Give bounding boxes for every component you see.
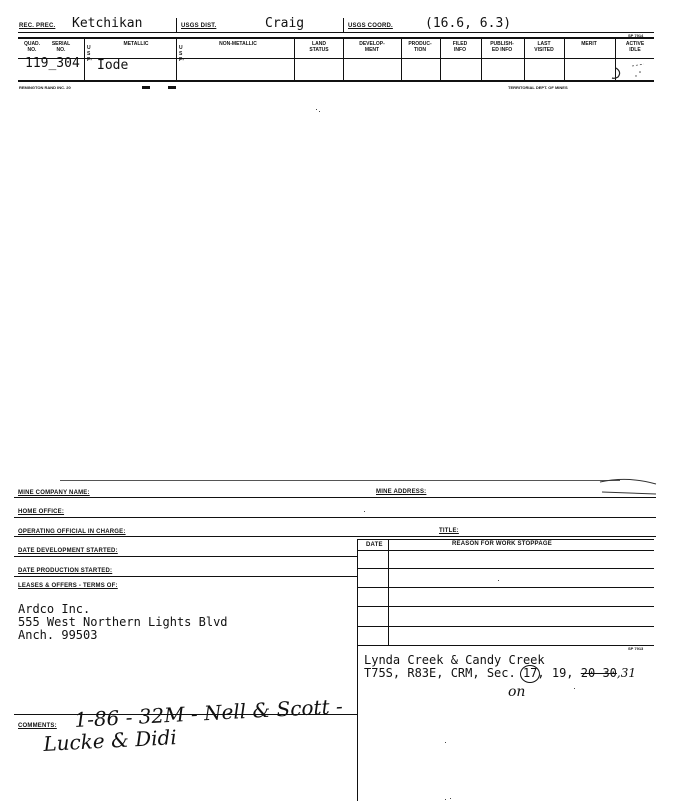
col-metallic: METALLIC	[123, 41, 149, 47]
reason-label: REASON FOR WORK STOPPAGE	[452, 541, 552, 547]
quad-serial-value: 119_304	[25, 56, 80, 71]
title-label: TITLE:	[439, 528, 459, 534]
col-serial-no: SERIAL NO.	[51, 41, 71, 53]
rec-prec-value: Ketchikan	[72, 16, 143, 31]
lessee-line-3: Anch. 99503	[18, 628, 98, 642]
speck	[445, 742, 446, 743]
rule	[18, 80, 654, 82]
handwritten-mark	[610, 60, 650, 82]
col-merit: MERIT	[581, 41, 597, 47]
handwritten-note: on	[508, 684, 526, 700]
col-last-visited: LAST VISITED	[534, 41, 554, 53]
metallic-value: Iode	[97, 58, 129, 73]
col-production: PRODUC- TION	[408, 41, 432, 53]
rule	[357, 587, 654, 588]
usgs-coord-label: USGS COORD.	[348, 23, 393, 29]
mine-address-label: MINE ADDRESS:	[376, 489, 427, 495]
col-non-metallic: NON-METALLIC	[219, 41, 257, 47]
divider	[176, 38, 177, 80]
printed-block	[142, 86, 150, 89]
usp-letters: U S P-	[87, 45, 92, 63]
speck	[316, 109, 317, 110]
rule	[357, 645, 654, 646]
form-number: SP 7914	[628, 33, 644, 38]
date-development-started-label: DATE DEVELOPMENT STARTED:	[18, 548, 118, 554]
speck	[450, 798, 451, 799]
printed-block	[168, 86, 176, 89]
lessee-line-2: 555 West Northern Lights Blvd	[18, 615, 228, 629]
rec-prec-label: REC. PREC.	[19, 23, 56, 29]
home-office-label: HOME OFFICE:	[18, 509, 65, 515]
rule	[14, 497, 656, 498]
col-land-status: LAND STATUS	[309, 41, 329, 53]
divider	[343, 18, 344, 32]
usgs-coord-value: (16.6, 6.3)	[425, 16, 512, 31]
card-corner	[598, 474, 658, 496]
comments-handwriting-2: Lucke & Didi	[42, 725, 178, 756]
col-filed-info: FILED INFO	[452, 41, 468, 53]
divider	[357, 539, 358, 801]
col-active-idle: ACTIVE IDLE	[625, 41, 645, 53]
usgs-dist-label: USGS DIST.	[181, 23, 217, 29]
operating-official-label: OPERATING OFFICIAL IN CHARGE:	[18, 529, 126, 535]
speck	[319, 111, 320, 112]
rule	[357, 550, 654, 551]
date-production-started-label: DATE PRODUCTION STARTED:	[18, 568, 113, 574]
footer-right: TERRITORIAL DEPT. OF MINES	[508, 85, 568, 90]
footer-left: REMINGTON RAND INC. 20	[19, 85, 71, 90]
col-development: DEVELOP- MENT	[359, 41, 385, 53]
comments-label: COMMENTS:	[18, 723, 57, 729]
rule	[14, 517, 656, 518]
speck	[445, 799, 446, 800]
col-published-info: PUBLISH- ED INFO	[490, 41, 514, 53]
rule	[60, 480, 620, 481]
rule	[357, 568, 654, 569]
rule	[14, 536, 656, 537]
location-line-2: T75S, R83E, CRM, Sec. 17 , 19, 20-30,31	[364, 667, 636, 680]
comments-handwriting-1: 1-86 - 32M - Nell & Scott -	[73, 693, 344, 732]
rule	[18, 37, 654, 39]
divider	[343, 38, 344, 80]
col-quad-no: QUAD. NO.	[23, 41, 41, 53]
usp-letters: U S P-	[179, 45, 184, 63]
rule	[357, 606, 654, 607]
section-number: 17	[522, 666, 538, 680]
rule	[14, 576, 357, 577]
divider	[84, 38, 85, 80]
rule	[357, 539, 654, 540]
struck-text: 20-30	[580, 666, 617, 680]
lessee-line-1: Ardco Inc.	[18, 602, 91, 616]
rule	[18, 32, 654, 33]
location-line-1: Lynda Creek & Candy Creek	[364, 653, 545, 667]
mine-company-name-label: MINE COMPANY NAME:	[18, 490, 90, 496]
speck	[498, 580, 499, 581]
speck	[574, 688, 575, 689]
divider	[176, 18, 177, 32]
circle-mark	[520, 665, 540, 683]
date-label: DATE	[366, 542, 383, 548]
divider	[294, 38, 295, 80]
rule	[357, 626, 654, 627]
rule	[14, 556, 357, 557]
divider	[388, 539, 389, 645]
leases-label: LEASES & OFFERS - TERMS OF:	[18, 583, 118, 589]
usgs-dist-value: Craig	[265, 16, 305, 31]
speck	[364, 511, 365, 512]
form-number-bottom: SP 7913	[628, 646, 644, 651]
